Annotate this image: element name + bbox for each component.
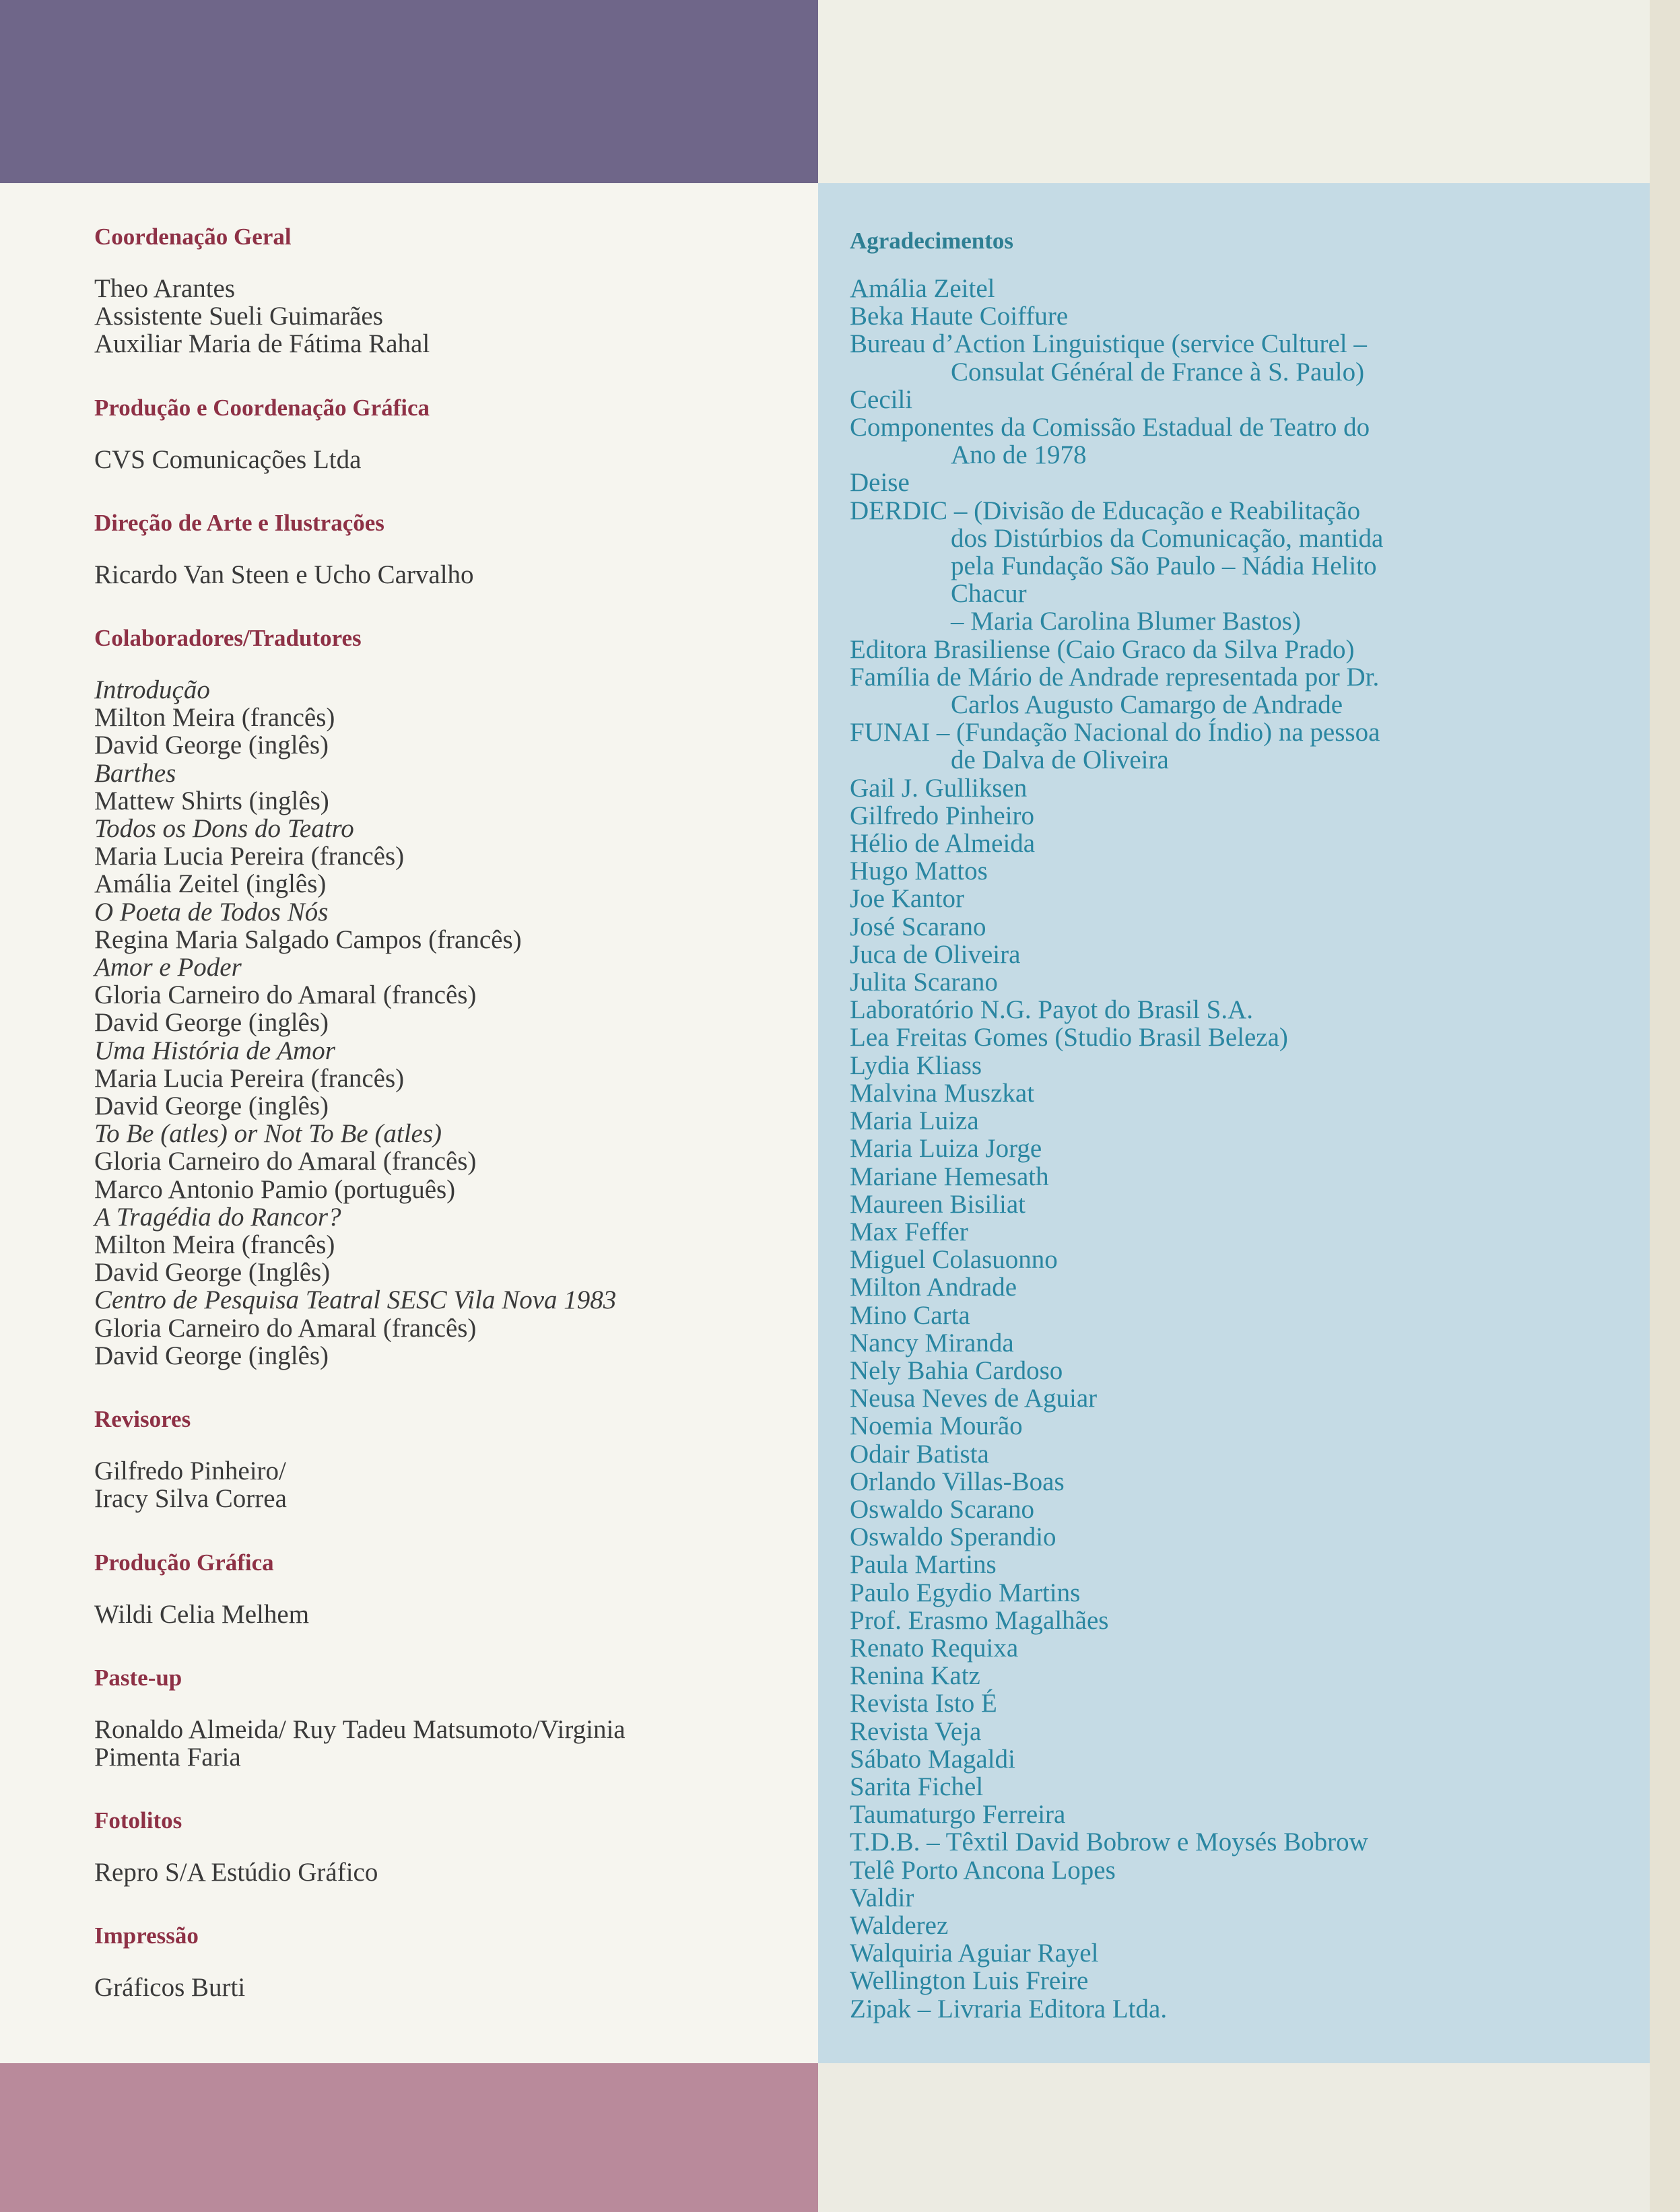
acknowledgement-line: Carlos Augusto Camargo de Andrade (951, 690, 1343, 720)
acknowledgement-line: Maureen Bisiliat (850, 1189, 1026, 1219)
acknowledgement-line: Editora Brasiliense (Caio Graco da Silva Prado) (850, 634, 1355, 664)
credit-line: Regina Maria Salgado Campos (francês) (94, 925, 522, 954)
acknowledgement-line: Componentes da Comissão Estadual de Teatro do (850, 413, 1370, 442)
credit-line: Gloria Carneiro do Amaral (francês) (94, 980, 477, 1010)
credit-line: Ricardo Van Steen e Ucho Carvalho (94, 560, 474, 589)
acknowledgement-line: Família de Mário de Andrade representada por Dr. (850, 662, 1380, 692)
acknowledgement-line: Malvina Muszkat (850, 1078, 1035, 1108)
acknowledgement-line: Amália Zeitel (850, 274, 995, 303)
acknowledgement-line: Joe Kantor (850, 884, 965, 914)
bottom-color-band (0, 2063, 818, 2212)
acknowledgement-line: Consulat Général de France à S. Paulo) (951, 357, 1365, 387)
credit-line: David George (inglês) (94, 1008, 329, 1038)
acknowledgement-line: Prof. Erasmo Magalhães (850, 1605, 1109, 1635)
work-title: Barthes (94, 758, 176, 788)
credit-line: David George (inglês) (94, 1092, 329, 1121)
work-title: Centro de Pesquisa Teatral SESC Vila Nova 1983 (94, 1285, 617, 1315)
acknowledgements-list (850, 275, 1638, 2023)
acknowledgement-line: Miguel Colasuonno (850, 1245, 1058, 1275)
page-edge (1650, 0, 1680, 2212)
acknowledgement-line: Cecili (850, 384, 913, 414)
credit-section (94, 508, 801, 589)
acknowledgement-line: Bureau d’Action Linguistique (service Culturel – (850, 329, 1367, 359)
acknowledgement-line: Oswaldo Sperandio (850, 1522, 1056, 1552)
section-heading: Paste-up (94, 1664, 182, 1691)
acknowledgement-line: Beka Haute Coiffure (850, 302, 1069, 331)
credits-column (94, 222, 801, 2037)
acknowledgement-line: Mino Carta (850, 1300, 970, 1330)
credit-section (94, 624, 801, 1370)
acknowledgement-line: Max Feffer (850, 1217, 968, 1246)
acknowledgement-line: Ano de 1978 (951, 440, 1087, 470)
work-title: Todos os Dons do Teatro (94, 814, 354, 844)
acknowledgement-line: Chacur (951, 579, 1027, 609)
acknowledgement-line: Laboratório N.G. Payot do Brasil S.A. (850, 995, 1254, 1025)
credit-section (94, 222, 801, 358)
acknowledgement-line: – Maria Carolina Blumer Bastos) (951, 607, 1301, 636)
credit-line: Amália Zeitel (inglês) (94, 869, 327, 899)
credit-line: David George (inglês) (94, 731, 329, 760)
acknowledgement-line: Deise (850, 468, 910, 498)
credit-line: Repro S/A Estúdio Gráfico (94, 1858, 378, 1887)
section-heading: Fotolitos (94, 1807, 182, 1834)
credit-section (94, 1806, 801, 1886)
credit-line: Ronaldo Almeida/ Ruy Tadeu Matsumoto/Virginia (94, 1714, 626, 1744)
acknowledgement-line: Nancy Miranda (850, 1328, 1014, 1358)
acknowledgement-line: Lea Freitas Gomes (Studio Brasil Beleza) (850, 1023, 1288, 1052)
credit-section (94, 393, 801, 473)
acknowledgement-line: Telê Porto Ancona Lopes (850, 1855, 1116, 1885)
credit-line: David George (inglês) (94, 1341, 329, 1370)
credit-line: Gloria Carneiro do Amaral (francês) (94, 1147, 477, 1176)
credit-line: Auxiliar Maria de Fátima Rahal (94, 329, 430, 359)
credit-line: CVS Comunicações Ltda (94, 444, 362, 474)
acknowledgement-line: Odair Batista (850, 1439, 989, 1469)
acknowledgement-line: Gail J. Gulliksen (850, 773, 1028, 803)
section-heading: Coordenação Geral (94, 224, 292, 250)
acknowledgement-line: Sarita Fichel (850, 1772, 984, 1801)
acknowledgement-line: Hugo Mattos (850, 857, 988, 886)
acknowledgement-line: Maria Luiza (850, 1106, 979, 1136)
credit-section (94, 1921, 801, 2001)
work-title: Amor e Poder (94, 953, 242, 982)
acknowledgement-line: Revista Isto É (850, 1689, 997, 1718)
credit-line: Milton Meira (francês) (94, 703, 335, 733)
section-heading: Colaboradores/Tradutores (94, 625, 362, 652)
work-title: To Be (atles) or Not To Be (atles) (94, 1119, 442, 1149)
credit-line: Assistente Sueli Guimarães (94, 302, 383, 331)
acknowledgements-column (850, 226, 1638, 2023)
credit-line: Theo Arantes (94, 274, 236, 303)
acknowledgement-line: Paula Martins (850, 1550, 997, 1580)
acknowledgement-line: Oswaldo Scarano (850, 1494, 1035, 1524)
acknowledgement-line: FUNAI – (Fundação Nacional do Índio) na pessoa (850, 718, 1380, 747)
credit-section (94, 1663, 801, 1771)
acknowledgement-line: Renato Requixa (850, 1633, 1019, 1663)
acknowledgement-line: Nely Bahia Cardoso (850, 1355, 1063, 1385)
acknowledgement-line: Paulo Egydio Martins (850, 1578, 1081, 1607)
acknowledgement-line: Noemia Mourão (850, 1411, 1023, 1441)
acknowledgement-line: Neusa Neves de Aguiar (850, 1384, 1098, 1413)
acknowledgements-heading: Agradecimentos (850, 228, 1014, 254)
credit-section (94, 1548, 801, 1628)
acknowledgement-line: Julita Scarano (850, 968, 998, 997)
acknowledgement-line: pela Fundação São Paulo – Nádia Helito (951, 551, 1377, 581)
credit-line: David George (Inglês) (94, 1258, 331, 1287)
acknowledgement-line: Milton Andrade (850, 1273, 1017, 1302)
credit-line: Mattew Shirts (inglês) (94, 786, 329, 815)
credit-line: Maria Lucia Pereira (francês) (94, 1063, 405, 1093)
acknowledgement-line: Walderez (850, 1910, 949, 1940)
section-heading: Direção de Arte e Ilustrações (94, 509, 384, 536)
credit-line: Gráficos Burti (94, 1973, 246, 2003)
credit-line: Iracy Silva Correa (94, 1484, 287, 1514)
work-title: A Tragédia do Rancor? (94, 1202, 341, 1232)
work-title: O Poeta de Todos Nós (94, 897, 329, 927)
section-heading: Impressão (94, 1922, 199, 1949)
acknowledgement-line: Wellington Luis Freire (850, 1966, 1089, 1996)
acknowledgement-line: Valdir (850, 1883, 914, 1912)
acknowledgement-line: Maria Luiza Jorge (850, 1134, 1042, 1164)
acknowledgement-line: Gilfredo Pinheiro (850, 801, 1035, 830)
work-title: Introdução (94, 675, 210, 705)
acknowledgement-line: Orlando Villas-Boas (850, 1467, 1065, 1496)
acknowledgement-line: Juca de Oliveira (850, 939, 1021, 969)
credit-line: Milton Meira (francês) (94, 1230, 335, 1260)
credit-line: Wildi Celia Melhem (94, 1599, 310, 1629)
acknowledgement-line: Sábato Magaldi (850, 1744, 1015, 1774)
acknowledgement-line: de Dalva de Oliveira (951, 745, 1169, 775)
bottom-right-margin (818, 2063, 1680, 2212)
acknowledgement-line: Lydia Kliass (850, 1050, 982, 1080)
credit-section (94, 1405, 801, 1512)
top-right-margin (818, 0, 1680, 183)
top-color-band (0, 0, 818, 183)
acknowledgement-line: Revista Veja (850, 1716, 982, 1746)
section-heading: Produção Gráfica (94, 1549, 274, 1576)
credit-line: Pimenta Faria (94, 1742, 241, 1772)
credit-line: Gilfredo Pinheiro/ (94, 1456, 286, 1486)
acknowledgement-line: dos Distúrbios da Comunicação, mantida (951, 523, 1384, 553)
credit-line: Gloria Carneiro do Amaral (francês) (94, 1313, 477, 1343)
acknowledgement-line: Mariane Hemesath (850, 1162, 1049, 1191)
acknowledgement-line: Hélio de Almeida (850, 829, 1036, 859)
acknowledgement-line: DERDIC – (Divisão de Educação e Reabilitação (850, 496, 1361, 525)
credit-line: Maria Lucia Pereira (francês) (94, 842, 405, 871)
section-heading: Produção e Coordenação Gráfica (94, 394, 430, 421)
acknowledgement-line: Walquiria Aguiar Rayel (850, 1939, 1099, 1968)
acknowledgement-line: T.D.B. – Têxtil David Bobrow e Moysés Bobrow (850, 1828, 1368, 1857)
section-heading: Revisores (94, 1406, 191, 1433)
credit-line: Marco Antonio Pamio (português) (94, 1174, 456, 1204)
work-title: Uma História de Amor (94, 1036, 335, 1065)
acknowledgement-line: Renina Katz (850, 1661, 980, 1691)
acknowledgement-line: Zipak – Livraria Editora Ltda. (850, 1994, 1168, 2023)
acknowledgement-line: Taumaturgo Ferreira (850, 1800, 1066, 1830)
acknowledgement-line: José Scarano (850, 912, 986, 941)
